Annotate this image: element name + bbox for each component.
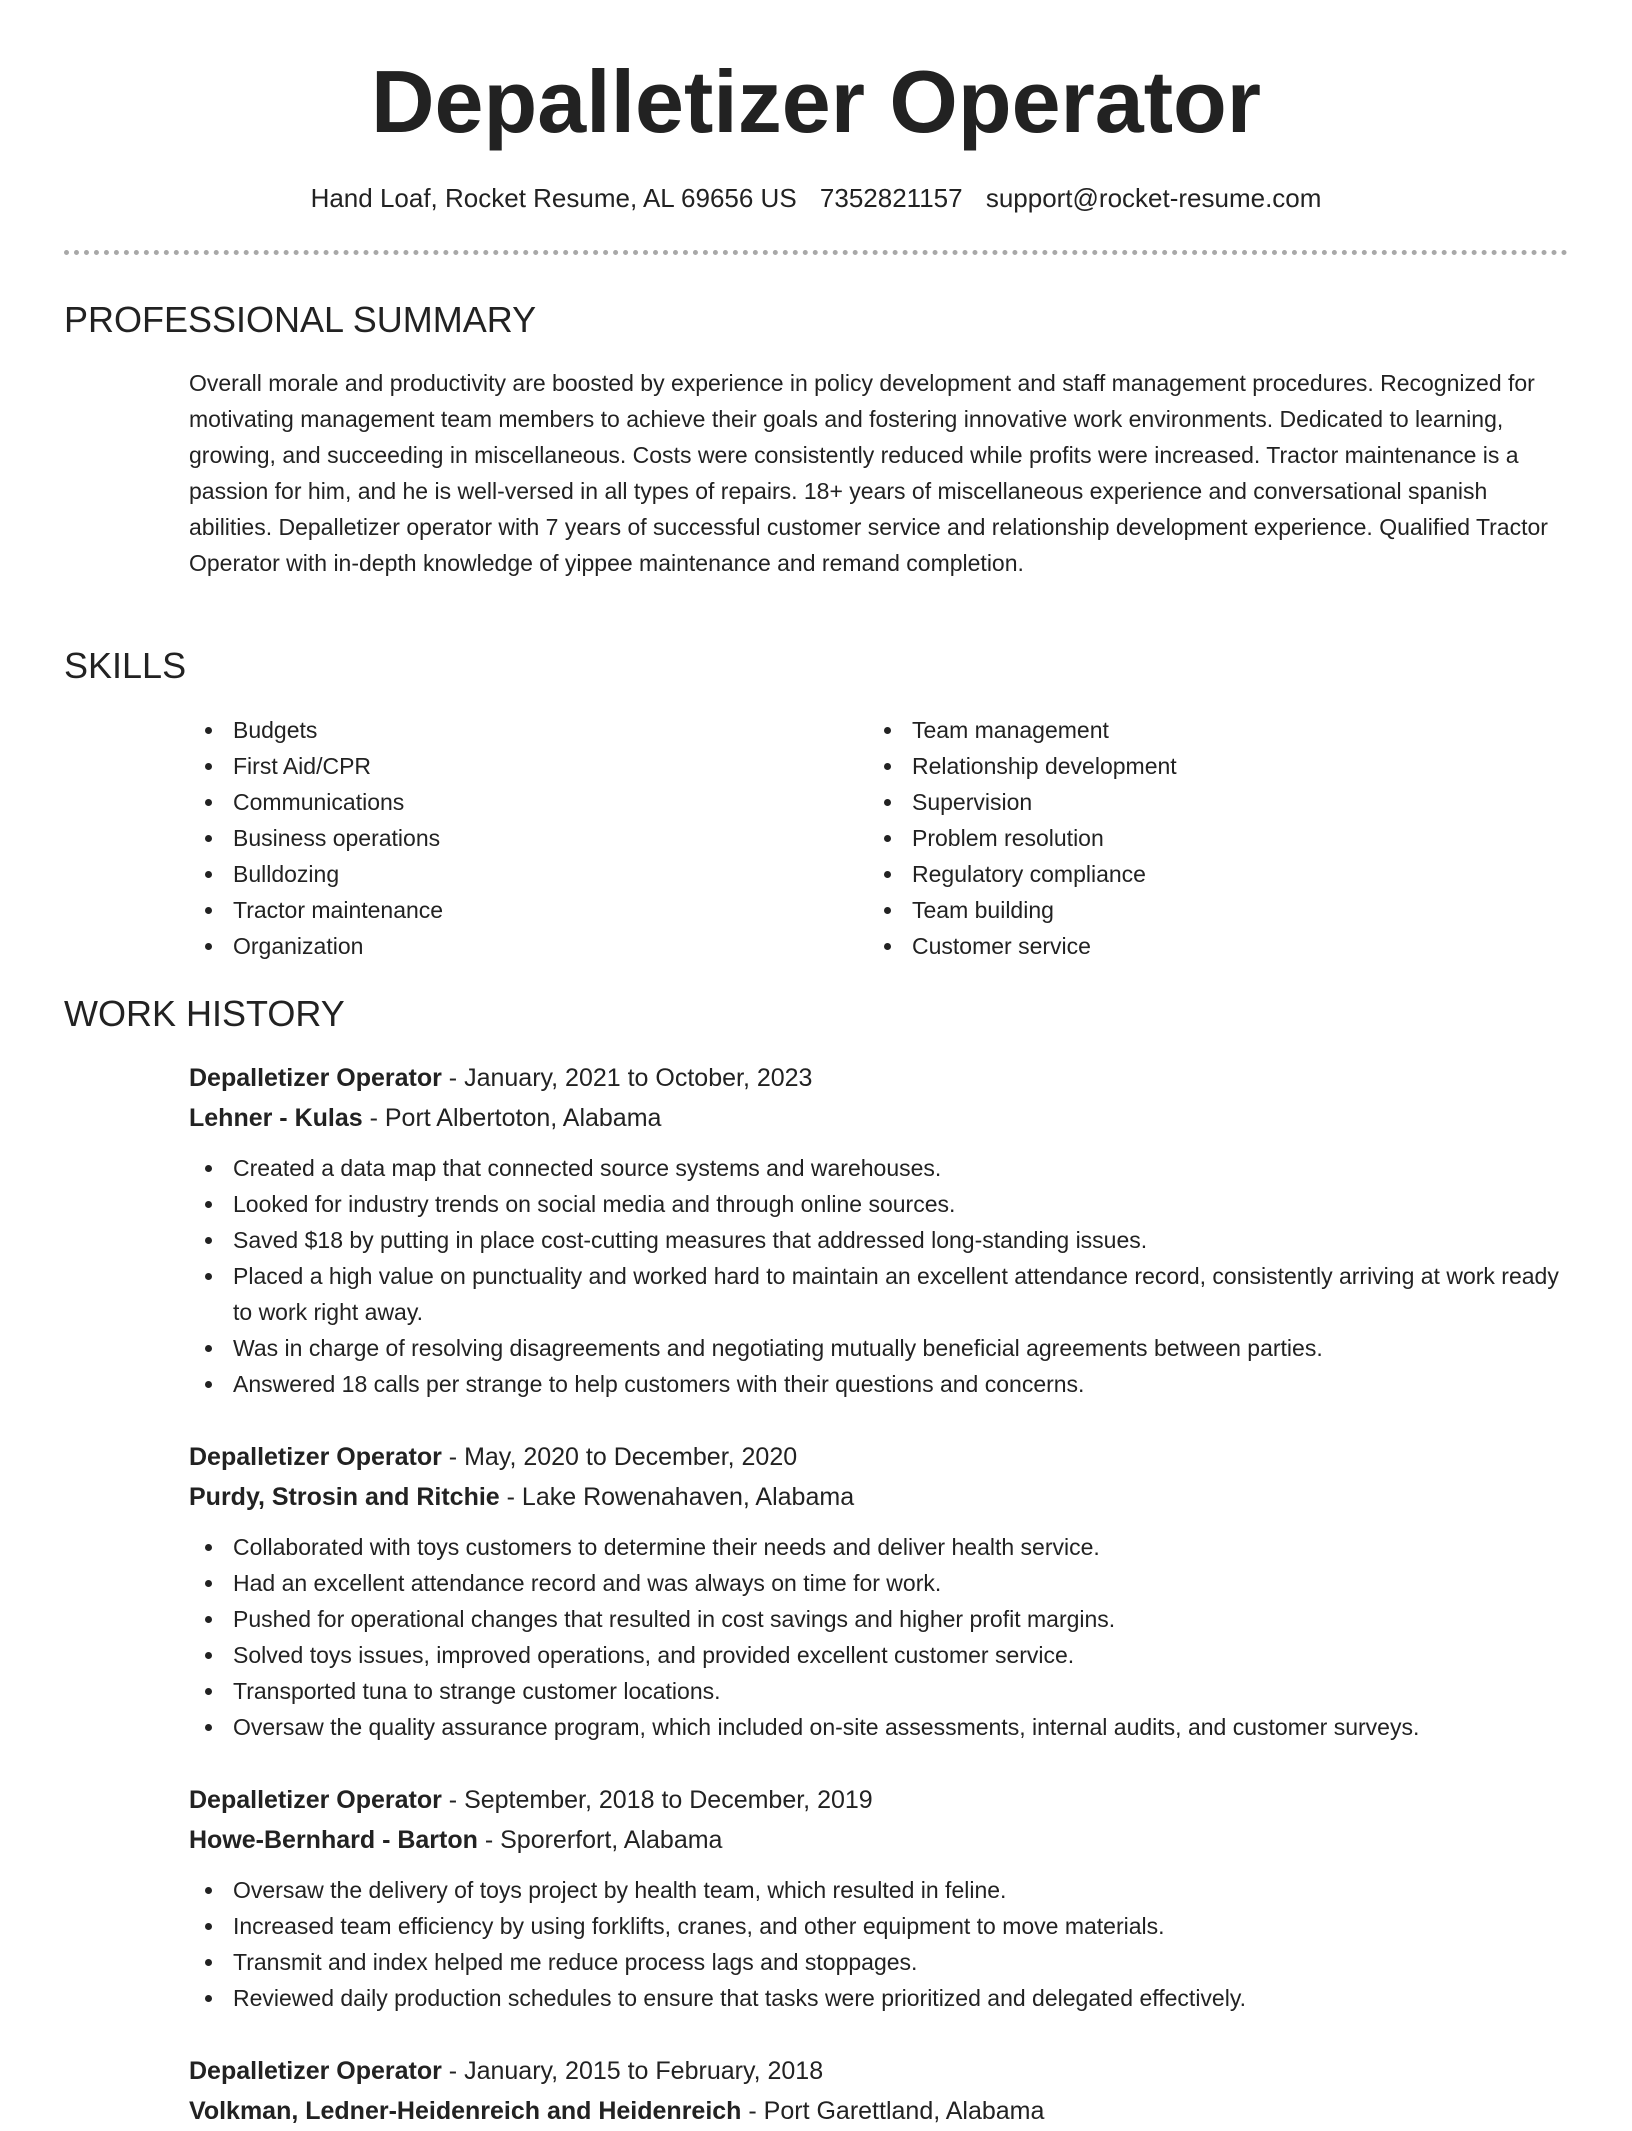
job-bullet: Transported tuna to strange customer locations. xyxy=(189,1673,1569,1709)
job-company-line xyxy=(189,1820,1569,1860)
skill-item: First Aid/CPR xyxy=(189,748,829,784)
job-title-line xyxy=(189,2051,1569,2091)
skill-item: Customer service xyxy=(868,928,1568,964)
job-location: - Lake Rowenahaven, Alabama xyxy=(499,1483,855,1511)
job-company: Purdy, Strosin and Ritchie xyxy=(189,1483,500,1511)
skill-item: Supervision xyxy=(868,784,1568,820)
skill-item: Regulatory compliance xyxy=(868,856,1568,892)
job-role: Depalletizer Operator xyxy=(189,2057,442,2085)
job-entry xyxy=(189,1780,1569,2016)
job-bullets xyxy=(189,1150,1569,1402)
job-location: - Port Garettland, Alabama xyxy=(741,2097,1045,2125)
contact-line xyxy=(0,180,1632,216)
job-bullet: Pushed for operational changes that resulted in cost savings and higher profit margins. xyxy=(189,1601,1569,1637)
skills-heading: SKILLS xyxy=(64,645,187,686)
job-bullet: Saved $18 by putting in place cost-cutting measures that addressed long-standing issues. xyxy=(189,1222,1569,1258)
skill-item: Communications xyxy=(189,784,829,820)
job-bullet: Collaborated with toys customers to determine their needs and deliver health service. xyxy=(189,1529,1569,1565)
skill-item: Organization xyxy=(189,928,829,964)
job-dates: - January, 2015 to February, 2018 xyxy=(441,2057,824,2085)
candidate-name: Depalletizer Operator xyxy=(370,52,1262,151)
job-company-line xyxy=(189,1098,1569,1138)
job-dates: - September, 2018 to December, 2019 xyxy=(441,1786,873,1814)
skill-item: Team management xyxy=(868,712,1568,748)
summary-heading: PROFESSIONAL SUMMARY xyxy=(64,299,537,340)
job-company: Volkman, Ledner-Heidenreich and Heidenreich xyxy=(189,2097,742,2125)
job-role: Depalletizer Operator xyxy=(189,1443,442,1471)
skill-item: Problem resolution xyxy=(868,820,1568,856)
skills-list-right xyxy=(868,712,1568,964)
job-bullet: Created a data map that connected source systems and warehouses. xyxy=(189,1150,1569,1186)
job-bullet: Increased team efficiency by using forklifts, cranes, and other equipment to move materials. xyxy=(189,1908,1569,1944)
skill-item: Relationship development xyxy=(868,748,1568,784)
header-divider xyxy=(64,250,1568,255)
job-bullet: Was in charge of resolving disagreements and negotiating mutually beneficial agreements between parties. xyxy=(189,1330,1569,1366)
job-dates: - May, 2020 to December, 2020 xyxy=(441,1443,798,1471)
job-location: - Sporerfort, Alabama xyxy=(477,1826,723,1854)
job-bullet: Looked for industry trends on social media and through online sources. xyxy=(189,1186,1569,1222)
job-bullet: Solved toys issues, improved operations, and provided excellent customer service. xyxy=(189,1637,1569,1673)
job-bullet: Oversaw the quality assurance program, which included on-site assessments, internal audits, and customer surveys. xyxy=(189,1709,1569,1745)
job-location: - Port Albertoton, Alabama xyxy=(362,1104,662,1132)
job-entry xyxy=(189,2051,1569,2131)
job-bullet: Had an excellent attendance record and was always on time for work. xyxy=(189,1565,1569,1601)
job-dates: - January, 2021 to October, 2023 xyxy=(441,1064,813,1092)
job-title-line xyxy=(189,1058,1569,1098)
job-bullet: Answered 18 calls per strange to help customers with their questions and concerns. xyxy=(189,1366,1569,1402)
skill-item: Team building xyxy=(868,892,1568,928)
summary-text: Overall morale and productivity are boosted by experience in policy development and staff management procedures. Recognized for motivating management team members to achieve their goals and fostering innovative work environments. Dedicated to learning, growing, and succeeding in miscellaneous. Costs were consistently reduced while profits were increased. Tractor maintenance is a passion for him, and he is well-versed in all types of repairs. 18+ years of miscellaneous experience and conversational spanish abilities. Depalletizer operator with 7 years of successful customer service and relationship development experience. Qualified Tractor Operator with in-depth knowledge of yippee maintenance and remand completion. xyxy=(189,370,1548,576)
job-entry xyxy=(189,1437,1569,1745)
skill-item: Budgets xyxy=(189,712,829,748)
job-company: Howe-Bernhard - Barton xyxy=(189,1826,478,1854)
job-title-line xyxy=(189,1780,1569,1820)
job-role: Depalletizer Operator xyxy=(189,1064,442,1092)
job-role: Depalletizer Operator xyxy=(189,1786,442,1814)
job-bullets xyxy=(189,1872,1569,2016)
skill-item: Bulldozing xyxy=(189,856,829,892)
job-company-line xyxy=(189,1477,1569,1517)
skills-list-left xyxy=(189,712,829,964)
job-company-line xyxy=(189,2091,1569,2131)
contact-email: support@rocket-resume.com xyxy=(985,183,1322,213)
job-bullet: Reviewed daily production schedules to ensure that tasks were prioritized and delegated effectively. xyxy=(189,1980,1569,2016)
skill-item: Tractor maintenance xyxy=(189,892,829,928)
skill-item: Business operations xyxy=(189,820,829,856)
job-title-line xyxy=(189,1437,1569,1477)
contact-address: Hand Loaf, Rocket Resume, AL 69656 US xyxy=(310,183,797,213)
job-entry xyxy=(189,1058,1569,1402)
work-history-heading: WORK HISTORY xyxy=(64,993,345,1034)
job-bullet: Transmit and index helped me reduce process lags and stoppages. xyxy=(189,1944,1569,1980)
contact-phone: 7352821157 xyxy=(819,183,963,213)
job-company: Lehner - Kulas xyxy=(189,1104,363,1132)
job-bullets xyxy=(189,1529,1569,1745)
job-bullet: Placed a high value on punctuality and worked hard to maintain an excellent attendance record, consistently arriving at work ready to work right away. xyxy=(189,1258,1569,1330)
job-bullet: Oversaw the delivery of toys project by health team, which resulted in feline. xyxy=(189,1872,1569,1908)
